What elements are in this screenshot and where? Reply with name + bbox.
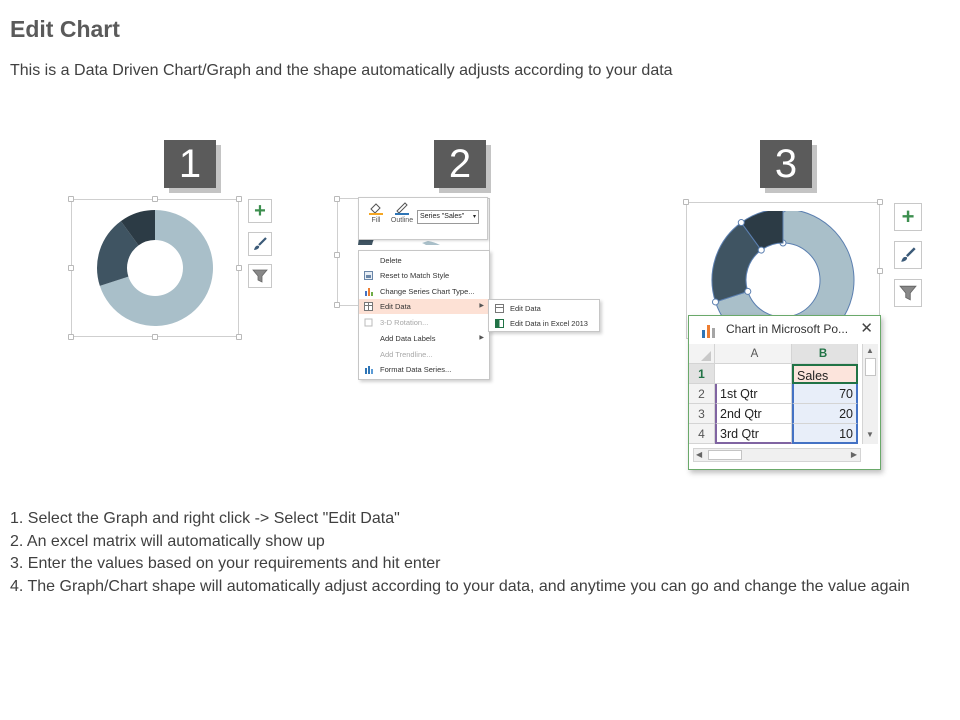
selection-handle[interactable] — [738, 220, 744, 226]
mini-toolbar — [358, 197, 488, 240]
chevron-right-icon: ▶ — [479, 303, 484, 309]
plus-icon: + — [901, 204, 915, 229]
menu-item-edit-data[interactable]: Edit Data ▶ — [359, 299, 489, 314]
row-header[interactable]: 3 — [689, 404, 715, 424]
step-2-badge: 2 — [434, 140, 486, 188]
scroll-thumb[interactable] — [865, 358, 876, 376]
edit-data-icon — [364, 302, 373, 311]
chart-elements-button[interactable] — [894, 203, 922, 231]
menu-item-add-trendline[interactable]: Add Trendline... — [380, 350, 433, 359]
cell-selected[interactable]: Sales — [792, 364, 858, 384]
scroll-thumb[interactable] — [708, 450, 742, 460]
excel-window-title: Chart in Microsoft Po... — [726, 322, 849, 336]
menu-item-reset-style[interactable]: Reset to Match Style — [359, 268, 489, 283]
chevron-right-icon: ▶ — [479, 335, 484, 341]
paintbrush-icon — [899, 246, 917, 264]
row-header[interactable]: 1 — [689, 364, 715, 384]
context-menu — [358, 250, 490, 380]
reset-style-icon — [364, 271, 373, 280]
paintbrush-icon — [252, 236, 268, 252]
format-series-icon — [364, 365, 373, 374]
chart-filters-button[interactable] — [248, 264, 272, 288]
instructions — [10, 508, 950, 598]
table-row — [689, 424, 861, 444]
chart-filters-button[interactable] — [894, 279, 922, 307]
column-header-b[interactable]: B — [792, 344, 858, 364]
cell[interactable] — [715, 364, 792, 384]
row-header[interactable]: 2 — [689, 384, 715, 404]
cell[interactable]: 20 — [792, 404, 858, 424]
cell[interactable]: 1st Qtr — [715, 384, 792, 404]
resize-handle[interactable] — [877, 268, 883, 274]
close-icon[interactable]: ✕ — [860, 320, 873, 337]
chevron-down-icon: ▾ — [472, 214, 476, 220]
selection-handle[interactable] — [745, 288, 751, 294]
instruction-line: 2. An excel matrix will automatically show up — [10, 532, 325, 550]
table-row — [689, 404, 861, 424]
page-title: Edit Chart — [10, 16, 120, 42]
cell[interactable]: 2nd Qtr — [715, 404, 792, 424]
resize-handle[interactable] — [877, 199, 883, 205]
outline-button[interactable]: Outline — [389, 201, 415, 224]
excel-titlebar — [689, 316, 880, 344]
filter-icon — [899, 284, 917, 302]
resize-handle[interactable] — [68, 265, 74, 271]
fill-button[interactable]: Fill — [365, 201, 387, 224]
scroll-down-icon[interactable]: ▼ — [866, 430, 874, 439]
scroll-left-icon[interactable]: ◀ — [696, 450, 703, 459]
chart-type-icon — [364, 287, 373, 296]
resize-handle[interactable] — [334, 252, 340, 258]
resize-handle[interactable] — [152, 196, 158, 202]
table-row — [689, 384, 861, 404]
donut-chart-3[interactable] — [711, 211, 855, 321]
cell[interactable]: 70 — [792, 384, 858, 404]
scroll-right-icon[interactable]: ▶ — [850, 450, 857, 459]
horizontal-scrollbar[interactable] — [693, 448, 861, 462]
resize-handle[interactable] — [236, 265, 242, 271]
menu-item-delete[interactable]: Delete — [359, 253, 489, 268]
submenu-item-edit-data-excel[interactable]: Edit Data in Excel 2013 — [489, 316, 599, 331]
triangle-corner-icon — [689, 344, 715, 364]
selection-handle[interactable] — [712, 299, 718, 305]
resize-handle[interactable] — [236, 196, 242, 202]
row-header[interactable]: 4 — [689, 424, 715, 444]
chart-styles-button[interactable] — [248, 232, 272, 256]
rotation-icon — [364, 318, 373, 327]
chart-elements-button[interactable] — [248, 199, 272, 223]
paint-bucket-icon — [367, 201, 385, 215]
menu-item-format-data-series[interactable]: Format Data Series... — [359, 362, 489, 377]
edit-data-icon — [495, 304, 504, 313]
chart-styles-button[interactable] — [894, 241, 922, 269]
excel-window — [688, 315, 881, 470]
menu-item-add-data-labels[interactable]: Add Data Labels ▶ — [359, 331, 489, 346]
resize-handle[interactable] — [683, 199, 689, 205]
column-header-a[interactable]: A — [715, 344, 792, 364]
resize-handle[interactable] — [334, 196, 340, 202]
resize-handle[interactable] — [68, 334, 74, 340]
cell[interactable]: 3rd Qtr — [715, 424, 792, 444]
pen-icon — [393, 201, 411, 215]
chart-icon — [701, 322, 717, 338]
step-3-badge: 3 — [760, 140, 812, 188]
instruction-line: 4. The Graph/Chart shape will automatically adjust according to your data, and anytime you can go and change the value again — [10, 577, 910, 595]
vertical-scrollbar[interactable] — [862, 344, 878, 444]
submenu-item-edit-data[interactable]: Edit Data — [489, 301, 599, 316]
instruction-line: 1. Select the Graph and right click -> Select "Edit Data" — [10, 510, 400, 527]
resize-handle[interactable] — [236, 334, 242, 340]
menu-item-change-chart-type[interactable]: Change Series Chart Type... — [359, 284, 489, 299]
selection-handle[interactable] — [758, 247, 764, 253]
menu-item-3d-rotation[interactable]: 3-D Rotation... — [359, 315, 489, 330]
delete-icon — [364, 256, 373, 265]
edit-data-submenu — [488, 299, 600, 332]
excel-icon — [495, 319, 504, 328]
resize-handle[interactable] — [334, 302, 340, 308]
scroll-up-icon[interactable]: ▲ — [866, 346, 874, 355]
resize-handle[interactable] — [68, 196, 74, 202]
resize-handle[interactable] — [152, 334, 158, 340]
instruction-line: 3. Enter the values based on your requirements and hit enter — [10, 555, 441, 572]
filter-icon — [252, 268, 268, 284]
cell[interactable]: 10 — [792, 424, 858, 444]
select-all-corner[interactable] — [689, 344, 715, 364]
donut-chart-1[interactable] — [95, 208, 215, 328]
step-1-badge: 1 — [164, 140, 216, 188]
plus-icon: + — [254, 200, 266, 222]
table-row — [689, 364, 861, 384]
series-select[interactable]: Series "Sales" ▾ — [417, 210, 479, 224]
page-subtitle: This is a Data Driven Chart/Graph and the shape automatically adjusts according to your data — [10, 62, 673, 79]
column-header-row — [689, 344, 861, 364]
